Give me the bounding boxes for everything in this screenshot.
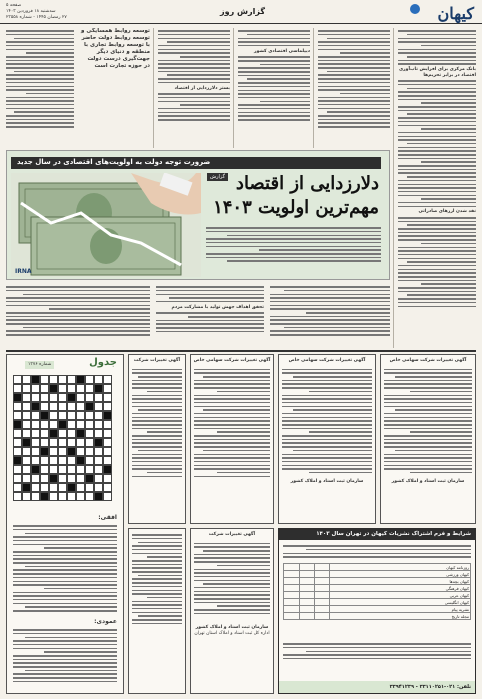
kicker-text: ضرورت توجه دولت به اولویت‌های اقتصادی در سال جدید — [17, 158, 211, 166]
ad-6 — [380, 354, 476, 524]
column-right-2 — [318, 28, 390, 148]
registry-name-2: سازمان ثبت اسناد و املاک کشور — [290, 478, 364, 484]
crossword-panel — [6, 354, 124, 694]
ad-4 — [190, 528, 274, 694]
column-right-4 — [158, 28, 230, 148]
ad-5-title: آگهی تغییرات شرکت سهامی خاص — [288, 358, 366, 363]
highlight-3: دیپلماسی اقتصادی کشور — [254, 48, 310, 54]
registry-office-1: اداره کل ثبت اسناد و املاک استان تهران — [194, 630, 270, 636]
highlight-4: بستر دلارزدایی از اقتصاد — [174, 85, 230, 91]
subscription-title-bar — [279, 529, 475, 540]
dollar-bills-image — [11, 173, 201, 277]
headline-line-2: مهم‌ترین اولویت ۱۴۰۳ — [213, 197, 379, 218]
subscription-phone: تلفن: ۰۲۱-۳۳۱۱۰۲۵۱ - ۳۳۹۴۱۲۳۹ — [389, 684, 471, 690]
footer-quote: تحقق اهداف جهش تولید با مشارکت مردم — [171, 304, 264, 310]
down-clues — [13, 627, 117, 685]
subscription-cell[interactable] — [299, 578, 314, 585]
logo-emblem-icon — [410, 4, 420, 14]
subscription-cell[interactable] — [299, 585, 314, 592]
page-label: صفحه ۵ — [6, 3, 22, 8]
subscription-row — [284, 613, 471, 620]
highlight-2: نقد شدن ارزهای صادراتی — [418, 209, 476, 215]
top-story-left — [6, 28, 150, 148]
subscription-cell[interactable] — [299, 606, 314, 613]
highlight-1: بانک مرکزی برای افزایش تاب‌آوری اقتصاد در برابر تحریم‌ها — [398, 67, 476, 78]
subscription-cell[interactable] — [314, 592, 329, 599]
subscription-row-label: کیهان بچه‌ها — [330, 578, 471, 585]
across-label: افقی: — [98, 514, 117, 521]
subscription-cell[interactable] — [314, 585, 329, 592]
subscription-cell[interactable] — [299, 613, 314, 620]
registry-name-1: سازمان ثبت اسناد و املاک کشور — [195, 625, 269, 631]
subscription-row-label: کیهان فرهنگی — [330, 585, 471, 592]
subscription-cell[interactable] — [299, 592, 314, 599]
subscription-cell[interactable] — [284, 606, 300, 613]
subscription-row — [284, 606, 471, 613]
subscription-row-label: مجله تاریخ — [330, 613, 471, 620]
ad-5 — [278, 354, 376, 524]
subscription-cell[interactable] — [314, 599, 329, 606]
column-below-2 — [156, 284, 264, 348]
subscription-cell[interactable] — [314, 578, 329, 585]
subscription-cell[interactable] — [314, 564, 329, 571]
masthead — [0, 0, 482, 24]
section-label: گزارش روز — [220, 7, 265, 16]
kicker-bar — [11, 157, 381, 169]
subscription-cell[interactable] — [284, 613, 300, 620]
subscription-row — [284, 585, 471, 592]
subscription-row — [284, 578, 471, 585]
subscription-cell[interactable] — [314, 613, 329, 620]
subscription-row — [284, 599, 471, 606]
subscription-cell[interactable] — [284, 592, 300, 599]
subscription-row-label: کیهان عربی — [330, 592, 471, 599]
subscription-cell[interactable] — [284, 599, 300, 606]
date-line-2: ۲۷ رمضان ۱۴۴۵ - شماره ۲۳۵۵۸ — [6, 15, 67, 20]
column-below-3 — [270, 284, 390, 348]
column-below-1 — [6, 284, 150, 348]
subscription-row — [284, 592, 471, 599]
ad-1-title: آگهی تغییرات شرکت — [133, 358, 181, 363]
subscription-row-label: روزنامه کیهان — [330, 564, 471, 571]
down-label: عمودی: — [94, 618, 117, 625]
ad-3-title: آگهی تغییرات شرکت سهامی خاص — [193, 358, 271, 363]
subscription-cell[interactable] — [284, 564, 300, 571]
subscription-row-label: نشریه پیام — [330, 606, 471, 613]
subscription-cell[interactable] — [299, 571, 314, 578]
subscription-fields — [283, 641, 471, 662]
subscription-cell[interactable] — [284, 585, 300, 592]
ad-2 — [128, 528, 186, 694]
date-line-1: سه‌شنبه ۱۸ فروردین ۱۴۰۳ — [6, 9, 56, 14]
registry-name-3: سازمان ثبت اسناد و املاک کشور — [391, 478, 465, 484]
subscription-row — [284, 571, 471, 578]
feature-block — [6, 150, 390, 280]
subscription-cell[interactable] — [299, 564, 314, 571]
column-right-3 — [238, 28, 310, 148]
ad-1 — [128, 354, 186, 524]
subscription-table — [283, 563, 471, 620]
subscription-row-label: کیهان انگلیسی — [330, 599, 471, 606]
subscription-footer-bar — [279, 681, 475, 693]
column-right-1 — [398, 28, 476, 348]
subscription-cell[interactable] — [314, 571, 329, 578]
subscription-cell[interactable] — [314, 606, 329, 613]
subscription-cell[interactable] — [284, 578, 300, 585]
across-clues — [13, 523, 117, 614]
logo: کیهان — [437, 4, 474, 23]
subscription-cell[interactable] — [299, 599, 314, 606]
crossword-grid[interactable] — [13, 375, 119, 501]
subscription-form — [278, 528, 476, 694]
ad-3 — [190, 354, 274, 524]
subscription-row — [284, 564, 471, 571]
headline-line-1: دلارزدایی از اقتصاد — [235, 173, 379, 194]
top-story-left-headline: توسعه روابط همسایگی و توسعه روابط دولت حاضر با توسعه روابط تجاری با منطقه و دنیای دیگر جهت‌گیری درست دولت در حوزه تجارت است — [81, 28, 150, 69]
reporter-tag: گزارش — [207, 173, 228, 181]
photo-credit: IRNA — [15, 267, 32, 275]
ad-4-title: آگهی تغییرات شرکت — [208, 532, 256, 537]
ad-6-title: آگهی تغییرات شرکت سهامی خاص — [389, 358, 467, 363]
crossword-title: جدول — [89, 357, 117, 368]
dollar-photo — [11, 173, 201, 277]
crossword-number: شماره ۱۳۷۶ — [25, 361, 54, 369]
subscription-row-label: کیهان ورزشی — [330, 571, 471, 578]
subscription-title: شرایط و فرم اشتراک نشریات کیهان در تهران سال ۱۴۰۳ — [316, 531, 471, 537]
feature-body — [206, 225, 381, 264]
subscription-cell[interactable] — [284, 571, 300, 578]
